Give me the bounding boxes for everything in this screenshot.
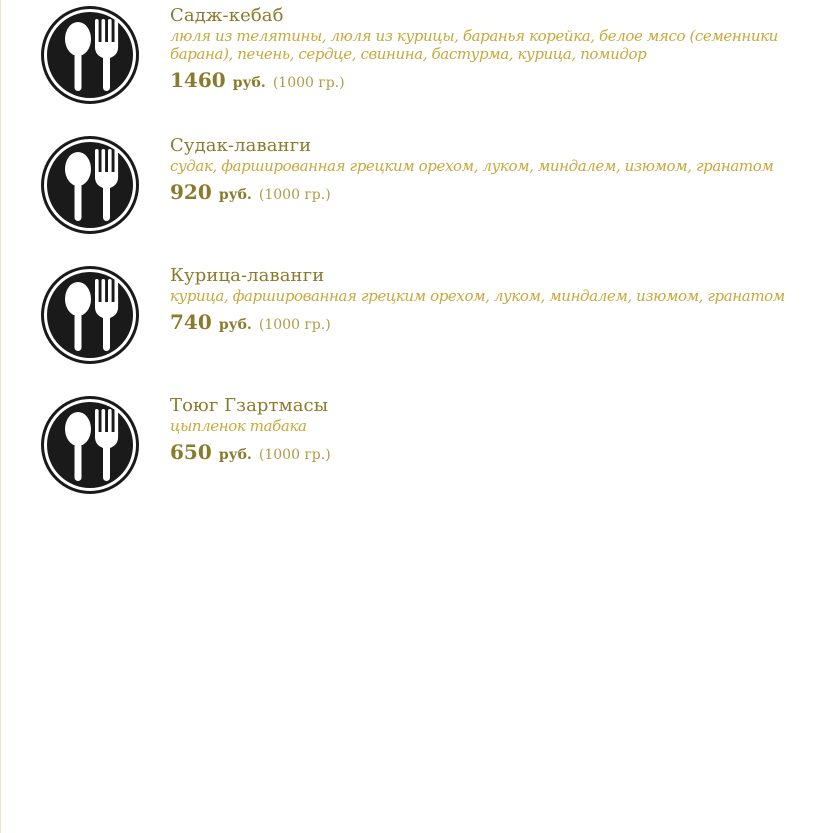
dish-description: курица, фаршированная грецким орехом, луком, миндалем, изюмом, гранатом: [170, 287, 785, 305]
portion-weight: (1000 гр.): [258, 447, 331, 463]
dish-price: [170, 69, 820, 94]
price-currency: руб.: [218, 187, 252, 203]
menu-item: [40, 265, 830, 395]
portion-weight: (1000 гр.): [258, 317, 331, 333]
dish-description: судак, фаршированная грецким орехом, луком, миндалем, изюмом, гранатом: [170, 157, 774, 175]
price-currency: руб.: [218, 317, 252, 333]
fork-spoon-icon: [40, 135, 140, 235]
menu-list: [40, 5, 830, 525]
dish-name: Судак-лаванги: [170, 135, 312, 156]
dish-description: люля из телятины, люля из курицы, баранья корейка, белое мясо (семенники барана), печень, сердце, свинина, бастурма, курица, помидор: [170, 27, 778, 63]
menu-item: [40, 5, 830, 135]
dish-price: [170, 441, 820, 466]
dish-name: Курица-лаванги: [170, 265, 325, 286]
dish-price: [170, 181, 820, 206]
price-value: 920: [170, 180, 212, 204]
price-value: 650: [170, 440, 212, 464]
dish-price: [170, 311, 820, 336]
price-value: 740: [170, 310, 212, 334]
price-value: 1460: [170, 68, 226, 92]
menu-item: [40, 395, 830, 525]
portion-weight: (1000 гр.): [272, 75, 345, 91]
price-currency: руб.: [232, 75, 266, 91]
dish-info: [170, 5, 820, 94]
dish-description: цыпленок табака: [170, 417, 307, 435]
dish-name: Садж-кебаб: [170, 5, 284, 26]
fork-spoon-icon: [40, 265, 140, 365]
menu-item: [40, 135, 830, 265]
fork-spoon-icon: [40, 5, 140, 105]
price-currency: руб.: [218, 447, 252, 463]
dish-info: [170, 395, 820, 466]
left-border-line: [0, 0, 1, 833]
dish-name: Тоюг Гзартмасы: [170, 395, 329, 416]
portion-weight: (1000 гр.): [258, 187, 331, 203]
dish-info: [170, 265, 820, 336]
fork-spoon-icon: [40, 395, 140, 495]
dish-info: [170, 135, 820, 206]
